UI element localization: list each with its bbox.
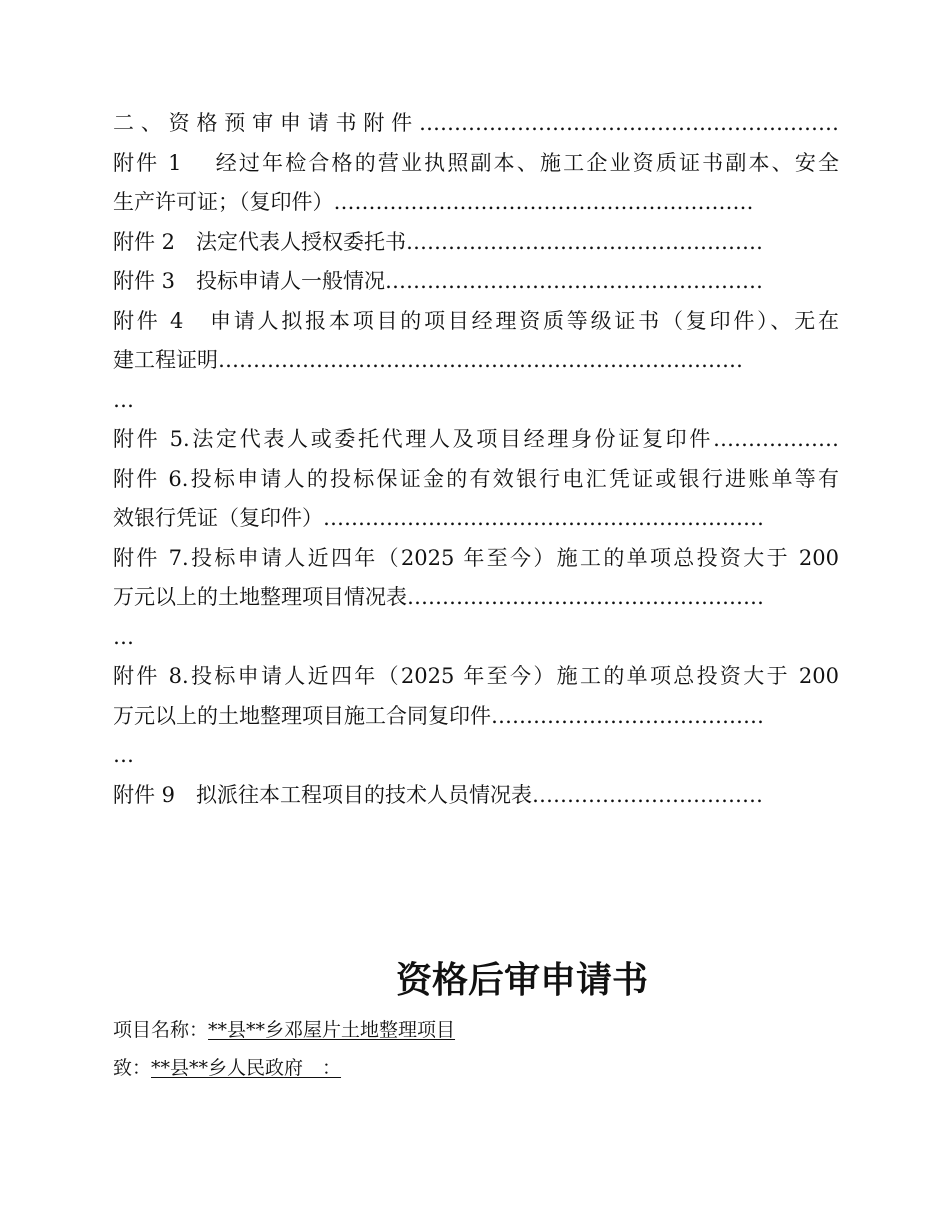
project-name-line (113, 1011, 839, 1049)
toc-line-attachment-9: 附件 9 拟派往本工程项目的技术人员情况表…………………………… (113, 782, 764, 807)
toc-line-attachment-7-cont: 万元以上的土地整理项目情况表…………………………………………… (113, 585, 764, 609)
toc-line-attachment-1-cont: 生产许可证；（复印件）…………………………………………………… (113, 190, 754, 214)
toc-line-attachment-6-cont: 效银行凭证（复印件）……………………………………………………… (113, 506, 764, 530)
toc-line-attachment-2: 附件 2 法定代表人授权委托书…………………………………………… (113, 229, 764, 254)
toc-line-attachment-6: 附件 6.投标申请人的投标保证金的有效银行电汇凭证或银行进账单等有 (113, 466, 839, 491)
toc-line-attachment-4: 附件 4 申请人拟报本项目的项目经理资质等级证书（复印件）、无在 (113, 308, 839, 333)
toc-line-attachment-4-tail: … (113, 387, 134, 412)
toc-line-attachment-4-cont: 建工程证明………………………………………………………………… (113, 348, 743, 372)
document-page (113, 104, 839, 1087)
recipient-line (113, 1049, 839, 1087)
toc-line-attachment-3: 附件 3 投标申请人一般情况……………………………………………… (113, 269, 764, 293)
toc-line-attachment-1: 附件 1 经过年检合格的营业执照副本、施工企业资质证书副本、安全 (113, 150, 839, 175)
section-spacer (113, 815, 839, 955)
recipient-value: **县**乡人民政府 ： (151, 1057, 342, 1079)
section-title: 资格后审申请书 (395, 960, 648, 1001)
toc-line-heading: 二、资格预审申请书附件…………………………………………………… (113, 111, 839, 135)
toc-line-attachment-5: 附件 5.法定代表人或委托代理人及项目经理身份证复印件……………… (113, 427, 839, 451)
attachment-toc (113, 104, 839, 815)
project-name-value: **县**乡邓屋片土地整理项目 (208, 1019, 456, 1041)
toc-line-attachment-7: 附件 7.投标申请人近四年（2025 年至今）施工的单项总投资大于 200 (113, 545, 839, 570)
toc-line-attachment-8-cont: 万元以上的土地整理项目施工合同复印件………………………………… (113, 703, 764, 728)
toc-line-attachment-8-tail: … (113, 743, 134, 767)
toc-line-attachment-7-tail: … (113, 624, 134, 649)
project-name-label: 项目名称： (113, 1019, 209, 1041)
toc-line-attachment-8: 附件 8.投标申请人近四年（2025 年至今）施工的单项总投资大于 200 (113, 664, 839, 688)
recipient-label: 致： (113, 1057, 152, 1079)
